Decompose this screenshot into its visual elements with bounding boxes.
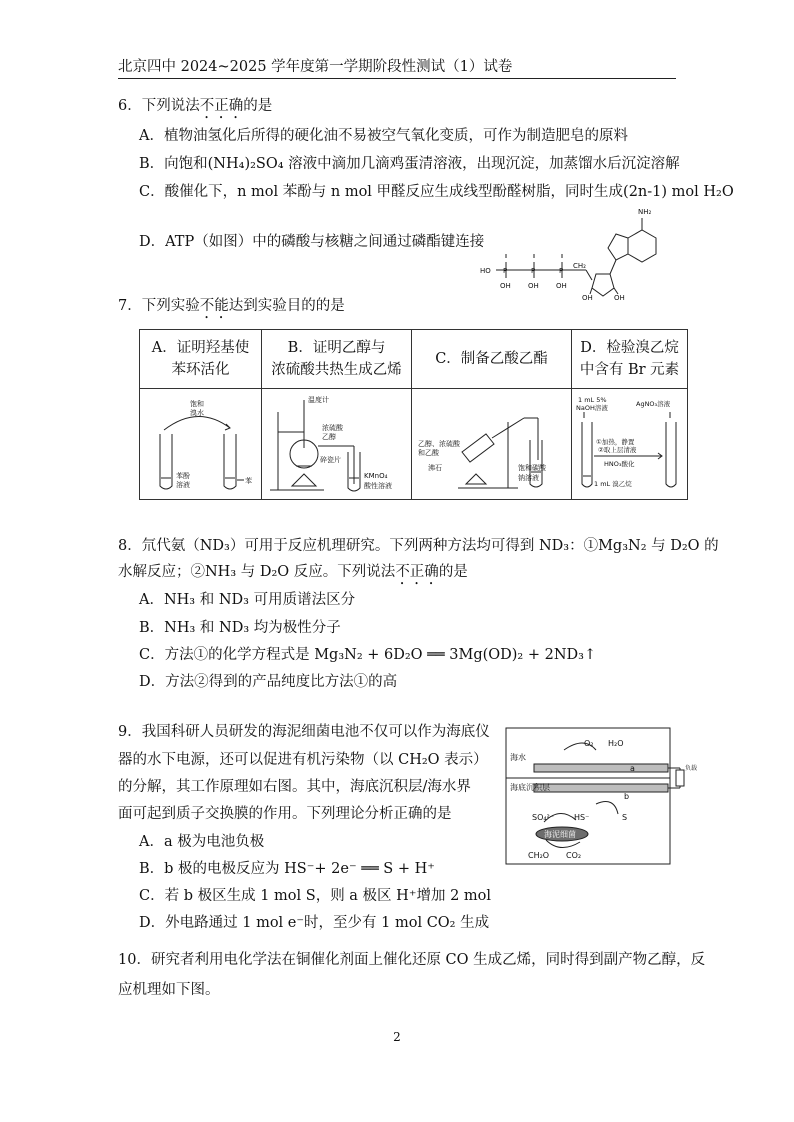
fig-c-sol-label: 饱和碳酸 xyxy=(517,464,546,472)
question-9-line4: 面可起到质子交换膜的作用。下列理论分析正确的是 xyxy=(118,806,452,822)
fig-a-phenol2-label: 溶液 xyxy=(175,481,190,489)
bromoethane-test-figure xyxy=(574,392,686,496)
page-number: 2 xyxy=(393,1030,401,1044)
q8-stem-pre: 水解反应；②NH₃ 与 D₂O 反应。下列说法 xyxy=(118,564,396,580)
q9-option-b: B．b 极的电极反应为 HS⁻+ 2e⁻ ══ S + H⁺ xyxy=(139,861,435,877)
fig9-hs-label: HS⁻ xyxy=(574,813,590,822)
question-10-line1: 10．研究者利用电化学法在铜催化剂面上催化还原 CO 生成乙烯，同时得到副产物乙醇，反 xyxy=(118,952,706,968)
figure-cell-b xyxy=(262,389,412,500)
figure-cell-c xyxy=(412,389,572,500)
question-10-line2: 应机理如下图。 xyxy=(118,982,220,998)
fig-b-kmno4-label: KMnO₄ xyxy=(363,472,387,480)
fig-b-thermometer-label: 温度计 xyxy=(307,396,329,404)
fig-a-phenol-label: 苯酚 xyxy=(175,472,190,480)
q8-option-c: C．方法①的化学方程式是 Mg₃N₂ + 6D₂O ══ 3Mg(OD)₂ + 2ND₃↑ xyxy=(139,647,597,663)
figure-cell-a xyxy=(140,389,262,500)
fig-a-benzene-label: 苯 xyxy=(244,477,252,485)
question-9-line1: 9．我国科研人员研发的海泥细菌电池不仅可以作为海底仪 xyxy=(118,724,490,740)
fig9-so4-label: SO₄²⁻ xyxy=(532,813,555,822)
atp-oh2-label: OH xyxy=(528,282,539,290)
atp-ch2-label: CH₂ xyxy=(573,262,586,270)
fig-d-step2-label: ②取上层清液 xyxy=(597,446,636,454)
fig-a-reagent2-label: 溴水 xyxy=(189,409,204,417)
fig9-electrode-a-label: a xyxy=(630,764,635,773)
fig9-sediment-label: 海底沉积层 xyxy=(510,783,550,792)
table-figure-row xyxy=(140,389,688,500)
q8-option-b: B．NH₃ 和 ND₃ 均为极性分子 xyxy=(139,620,341,636)
ester-apparatus-figure xyxy=(414,392,570,496)
atp-oh1-label: OH xyxy=(500,282,511,290)
q8-option-a: A．NH₃ 和 ND₃ 可用质谱法区分 xyxy=(139,592,356,608)
q9-option-c: C．若 b 极区生成 1 mol S，则 a 极区 H⁺增加 2 mol xyxy=(139,888,492,904)
fig9-co2-label: CO₂ xyxy=(566,851,582,860)
fig-b-chips-label: 碎瓷片 xyxy=(319,456,341,464)
fig-c-stone-label: 沸石 xyxy=(427,464,442,472)
atp-p3-label: P xyxy=(559,267,564,275)
question-9-line3: 的分解，其工作原理如右图。其中，海底沉积层/海水界 xyxy=(118,779,471,795)
fig9-electrode-b-label: b xyxy=(624,792,630,801)
fig-c-mix-label: 乙醇、浓硫酸 xyxy=(417,440,460,448)
q7-stem-post: 达到实验目的的是 xyxy=(228,298,345,314)
fig9-ch2o-label: CH₂O xyxy=(528,851,550,860)
question-8-stem-line1: 8．氘代氨（ND₃）可用于反应机理研究。下列两种方法均可得到 ND₃：①Mg₃N₂ 与 D₂O 的 xyxy=(118,538,719,554)
page-header: 北京四中 2024~2025 学年度第一学期阶段性测试（1）试卷 xyxy=(118,58,676,79)
question-7-stem xyxy=(118,296,345,322)
q8-option-d: D．方法②得到的产品纯度比方法①的高 xyxy=(139,674,398,690)
fig9-seawater-label: 海水 xyxy=(510,753,526,762)
q7-stem-emphasis: 不能 xyxy=(199,298,229,314)
question-8-stem-line2 xyxy=(118,562,468,588)
q9-option-d: D．外电路通过 1 mol e⁻时，至少有 1 mol CO₂ 生成 xyxy=(139,915,490,931)
atp-structure-figure xyxy=(478,204,688,300)
atp-p2-label: P xyxy=(531,267,536,275)
table-header-cell-a: A．证明羟基使 苯环活化 xyxy=(140,330,262,389)
atp-ho-label: HO xyxy=(480,267,491,275)
q6-option-a: A．植物油氢化后所得的硬化油不易被空气氧化变质，可作为制造肥皂的原料 xyxy=(139,128,628,144)
fig9-h2o-label: H₂O xyxy=(608,739,624,748)
atp-nh2-label: NH₂ xyxy=(638,208,652,216)
question-9-line2: 器的水下电源，还可以促进有机污染物（以 CH₂O 表示） xyxy=(118,752,488,768)
q6-stem-emphasis: 不正确 xyxy=(199,98,244,114)
table-header-cell-c: C．制备乙酸乙酯 xyxy=(412,330,572,389)
fig-d-agno3-label: AgNO₃溶液 xyxy=(635,400,670,408)
fig9-o2-label: O₂ xyxy=(584,739,594,748)
question-6-stem xyxy=(118,96,272,122)
fig-d-step3-label: HNO₃酸化 xyxy=(603,460,634,468)
q8-stem-emphasis: 不正确 xyxy=(395,564,439,580)
q6-stem-post: 的是 xyxy=(243,98,273,114)
test-tube-bromine-figure xyxy=(142,392,260,496)
table-header-cell-b: B．证明乙醇与 浓硫酸共热生成乙烯 xyxy=(262,330,412,389)
table-header-cell-d: D．检验溴乙烷 中含有 Br 元素 xyxy=(572,330,688,389)
fig-d-naoh2-label: NaOH溶液 xyxy=(575,404,608,412)
fig-d-naoh-label: 1 mL 5% xyxy=(577,396,607,404)
fig9-load-label: 负载 xyxy=(685,765,698,772)
atp-oh3-label: OH xyxy=(556,282,567,290)
fig-c-mix2-label: 和乙酸 xyxy=(417,449,439,457)
figure-cell-d xyxy=(572,389,688,500)
fig-c-sol2-label: 钠溶液 xyxy=(517,474,539,482)
fig9-bacteria-label: 海泥细菌 xyxy=(544,830,576,839)
fig-b-mix-label: 浓硫酸 xyxy=(321,424,343,432)
fig-b-mix2-label: 乙醇 xyxy=(321,433,336,441)
table-header-row xyxy=(140,330,688,389)
atp-p1-label: P xyxy=(503,267,508,275)
q9-option-a: A．a 极为电池负极 xyxy=(139,834,265,850)
fig-d-etbr-label: 1 mL 溴乙烷 xyxy=(593,480,632,488)
bacteria-battery-figure xyxy=(504,726,698,868)
atp-oh4-label: OH xyxy=(582,294,593,302)
q6-option-c: C．酸催化下，n mol 苯酚与 n mol 甲醛反应生成线型酚醛树脂，同时生成(2n-1) mol H₂O xyxy=(139,184,734,200)
atp-oh5-label: OH xyxy=(614,294,625,302)
fig-a-reagent-label: 饱和 xyxy=(189,400,204,408)
q6-option-d: D．ATP（如图）中的磷酸与核糖之间通过磷酯键连接 xyxy=(139,234,485,250)
q6-stem-pre: 6．下列说法 xyxy=(118,98,200,114)
q8-stem-post: 的是 xyxy=(438,564,468,580)
fig9-s-label: S xyxy=(622,813,628,822)
q6-option-b: B．向饱和(NH₄)₂SO₄ 溶液中滴加几滴鸡蛋清溶液，出现沉淀，加蒸馏水后沉淀溶解 xyxy=(139,156,680,172)
ethylene-apparatus-figure xyxy=(264,392,410,496)
experiment-table xyxy=(139,329,688,500)
q7-stem-pre: 7．下列实验 xyxy=(118,298,200,314)
fig-d-step1-label: ①加热，静置 xyxy=(595,438,634,446)
fig-b-kmno4-2-label: 酸性溶液 xyxy=(363,482,392,490)
